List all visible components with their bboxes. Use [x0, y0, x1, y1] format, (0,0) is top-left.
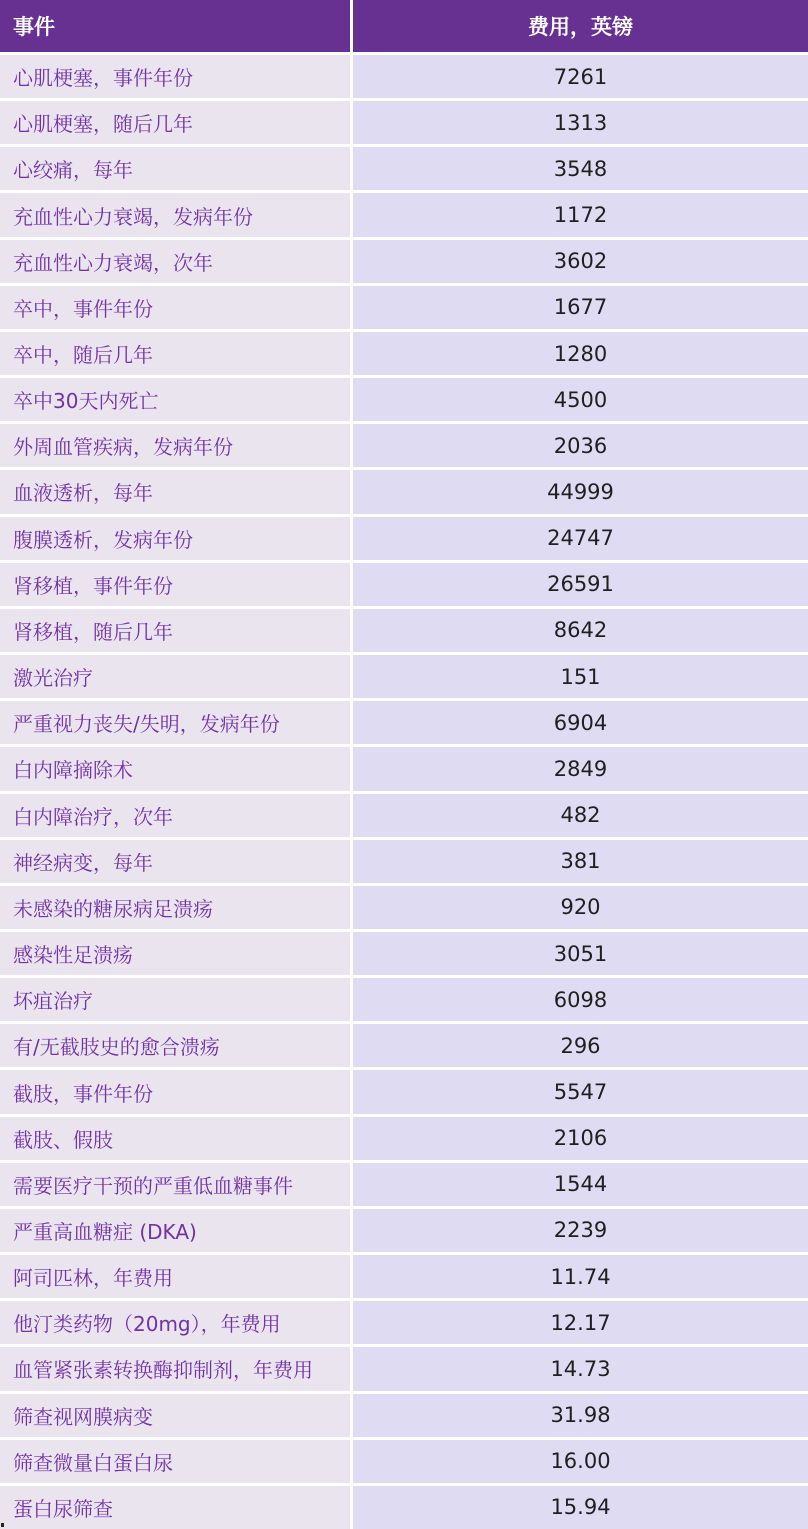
cost-cell: 3548 [353, 147, 808, 190]
cost-cell: 6098 [353, 978, 808, 1021]
table-row [0, 286, 808, 329]
table-row [0, 332, 808, 375]
cost-cell: 296 [353, 1024, 808, 1067]
table-row [0, 563, 808, 606]
table-row [0, 655, 808, 698]
table-row [0, 840, 808, 883]
event-cell: 严重高血糖症 (DKA) [0, 1209, 350, 1252]
table-row [0, 1070, 808, 1113]
table-row [0, 747, 808, 790]
table-row [0, 794, 808, 837]
table-row [0, 1394, 808, 1437]
event-cell: 严重视力丧失/失明，发病年份 [0, 701, 350, 744]
event-cell: 他汀类药物（20mg），年费用 [0, 1301, 350, 1344]
cost-cell: 2239 [353, 1209, 808, 1252]
event-cell: 卒中，随后几年 [0, 332, 350, 375]
cost-cell: 4500 [353, 378, 808, 421]
table-row [0, 470, 808, 513]
event-cell: 需要医疗干预的严重低血糖事件 [0, 1163, 350, 1206]
cost-cell: 1280 [353, 332, 808, 375]
cost-cell: 3051 [353, 932, 808, 975]
table-row [0, 1255, 808, 1298]
event-cell: 卒中，事件年份 [0, 286, 350, 329]
cost-cell: 151 [353, 655, 808, 698]
event-cell: 坏疽治疗 [0, 978, 350, 1021]
cost-cell: 2036 [353, 424, 808, 467]
event-cell: 充血性心力衰竭，次年 [0, 240, 350, 283]
event-cell: 腹膜透析，发病年份 [0, 517, 350, 560]
table-row [0, 701, 808, 744]
cost-cell: 3602 [353, 240, 808, 283]
cost-cell: 482 [353, 794, 808, 837]
event-cell: 筛查微量白蛋白尿 [0, 1440, 350, 1483]
event-cell: 充血性心力衰竭，发病年份 [0, 193, 350, 236]
event-cell: 截肢、假肢 [0, 1117, 350, 1160]
cost-cell: 15.94 [353, 1486, 808, 1529]
table-row [0, 1209, 808, 1252]
event-cell: 蛋白尿筛查 [0, 1486, 350, 1529]
cost-cell: 381 [353, 840, 808, 883]
event-cell: 卒中30天内死亡 [0, 378, 350, 421]
event-cell: 感染性足溃疡 [0, 932, 350, 975]
cost-cell: 7261 [353, 55, 808, 98]
table-row [0, 1347, 808, 1390]
cost-cell: 26591 [353, 563, 808, 606]
event-cell: 截肢，事件年份 [0, 1070, 350, 1113]
cost-cell: 1677 [353, 286, 808, 329]
table-header-row [0, 0, 808, 52]
event-cell: 外周血管疾病，发病年份 [0, 424, 350, 467]
event-cell: 神经病变，每年 [0, 840, 350, 883]
cost-cell: 16.00 [353, 1440, 808, 1483]
cost-cell: 11.74 [353, 1255, 808, 1298]
table-row [0, 517, 808, 560]
column-header-event: 事件 [0, 0, 350, 52]
event-cell: 心绞痛，每年 [0, 147, 350, 190]
event-cell: 心肌梗塞，随后几年 [0, 101, 350, 144]
cost-cell: 12.17 [353, 1301, 808, 1344]
table-row [0, 147, 808, 190]
table-row [0, 1163, 808, 1206]
cost-cell: 920 [353, 886, 808, 929]
table-row [0, 609, 808, 652]
cost-cell: 1313 [353, 101, 808, 144]
cost-cell: 5547 [353, 1070, 808, 1113]
cost-cell: 2849 [353, 747, 808, 790]
stray-mark [1, 1523, 4, 1527]
event-cell: 肾移植，随后几年 [0, 609, 350, 652]
column-header-cost: 费用，英镑 [353, 0, 808, 52]
table-row [0, 1301, 808, 1344]
table-row [0, 55, 808, 98]
table-row [0, 886, 808, 929]
event-cell: 肾移植，事件年份 [0, 563, 350, 606]
event-cell: 心肌梗塞，事件年份 [0, 55, 350, 98]
table-row [0, 1117, 808, 1160]
cost-cell: 14.73 [353, 1347, 808, 1390]
event-cell: 阿司匹林，年费用 [0, 1255, 350, 1298]
cost-cell: 24747 [353, 517, 808, 560]
event-cell: 有/无截肢史的愈合溃疡 [0, 1024, 350, 1067]
event-cell: 血管紧张素转换酶抑制剂，年费用 [0, 1347, 350, 1390]
table-row [0, 1024, 808, 1067]
cost-cell: 1172 [353, 193, 808, 236]
table-row [0, 978, 808, 1021]
table-row [0, 378, 808, 421]
event-cell: 白内障治疗，次年 [0, 794, 350, 837]
cost-cell: 1544 [353, 1163, 808, 1206]
event-cell: 激光治疗 [0, 655, 350, 698]
cost-cell: 6904 [353, 701, 808, 744]
cost-cell: 2106 [353, 1117, 808, 1160]
table-row [0, 932, 808, 975]
cost-cell: 31.98 [353, 1394, 808, 1437]
event-cell: 筛查视网膜病变 [0, 1394, 350, 1437]
event-cell: 血液透析，每年 [0, 470, 350, 513]
table-row [0, 101, 808, 144]
table-row [0, 424, 808, 467]
cost-cell: 8642 [353, 609, 808, 652]
cost-cell: 44999 [353, 470, 808, 513]
table-row [0, 1440, 808, 1483]
table-row [0, 240, 808, 283]
event-cell: 未感染的糖尿病足溃疡 [0, 886, 350, 929]
table-row [0, 1486, 808, 1529]
table-row [0, 193, 808, 236]
event-cell: 白内障摘除术 [0, 747, 350, 790]
